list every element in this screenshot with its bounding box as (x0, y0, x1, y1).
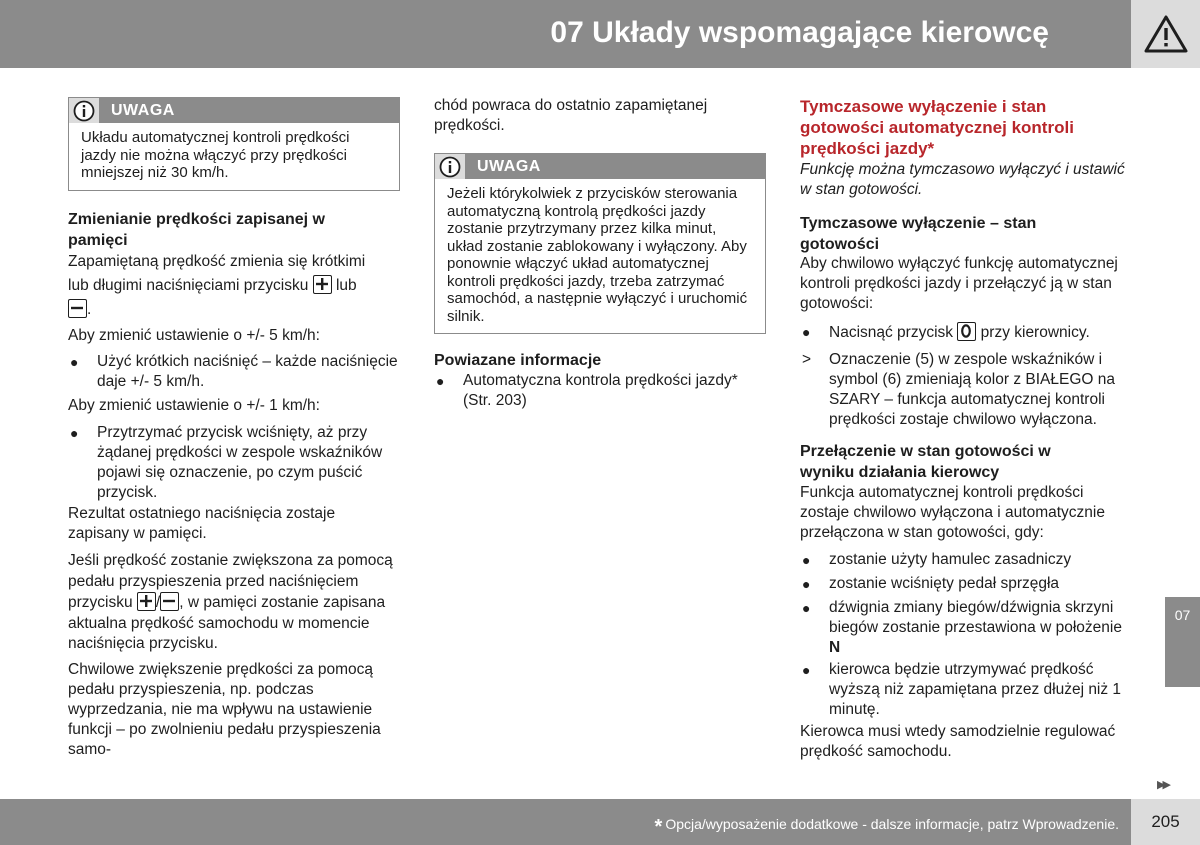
plus-button-symbol (313, 275, 332, 294)
page-number-box (1131, 799, 1200, 845)
section-intro: Funkcję można tymczasowo wyłączyć i ustawić w stan gotowości. (800, 161, 1125, 198)
bullet-dot-icon: ● (802, 600, 811, 616)
related-link-text[interactable]: Automatyczna kontrola prędkości jazdy* (Str. 203) (463, 372, 738, 409)
subsection-heading-driver-action: Przełączenie w stan gotowości w wyniku działania kierowcy (800, 443, 1051, 481)
footnote-text: Opcja/wyposażenie dodatkowe - dalsze informacje, patrz Wprowadzenie. (665, 816, 1119, 832)
paragraph-5kmh: Aby zmienić ustawienie o +/- 5 km/h: (68, 327, 320, 344)
bullet-dot-icon: ● (70, 354, 79, 370)
zero-icon (959, 324, 973, 338)
bullet-dot-icon: ● (802, 552, 811, 568)
paragraph-accelerator (68, 551, 398, 655)
list-item-text: dźwignia zmiany biegów/dźwignia skrzyni biegów zostanie przestawiona w położenie (829, 599, 1122, 636)
minus-icon (70, 301, 84, 315)
paragraph-result: Rezultat ostatniego naciśnięcia zostaje zapisany w pamięci. (68, 505, 336, 542)
warning-triangle-icon (1143, 14, 1189, 54)
footnote-star: * (654, 816, 663, 838)
chapter-header (0, 0, 1131, 68)
paragraph-temporary-increase: Chwilowe zwiększenie prędkości za pomocą pedału przyspieszenia, np. podczas wyprzedzania, nie ma wpływu na ustawienie funkcji – po zwolnieniu pedału przyspieszenia samo- (68, 661, 381, 758)
list-item-text: Nacisnąć przycisk (829, 324, 954, 341)
chapter-tab-label: 07 (1174, 607, 1191, 623)
list-item-text: zostanie użyty hamulec zasadniczy (829, 551, 1072, 568)
bullet-dot-icon: ● (436, 373, 445, 389)
result-text: Oznaczenie (5) w zespole wskaźników i symbol (6) zmieniają kolor z BIAŁEGO na SZARY – funkcja automatycznej kontroli prędkości zostaje chwilowo wyłączona. (829, 351, 1115, 428)
note-label: UWAGA (111, 102, 175, 119)
zero-button-symbol (957, 322, 976, 341)
chapter-side-tab (1165, 597, 1200, 687)
note-icon-box (435, 154, 465, 179)
note-text: Jeżeli którykolwiek z przycisków sterowania automatyczną kontrolą prędkości jazdy zostanie przytrzymany przez kilka minut, układ zostanie zablokowany i wyłączony. Aby ponownie włączyć układ automatycznej kontroli prędkości jazdy, trzeba zatrzymać samochód, a następnie wyłączyć i uruchomić silnik. (447, 185, 748, 325)
bullet-dot-icon: ● (802, 576, 811, 592)
result-arrow: > (802, 351, 812, 368)
info-icon (73, 100, 95, 122)
paragraph-continuation: chód powraca do ostatnio zapamiętanej prędkości. (434, 97, 708, 134)
list-item (800, 598, 1132, 658)
list-item-text: Użyć krótkich naciśnięć – każde naciśnięcie daje +/- 5 km/h. (97, 353, 398, 390)
paragraph-text-or: lub (335, 277, 357, 294)
paragraph-period: . (87, 301, 92, 318)
list-item (68, 423, 401, 503)
chapter-title: 07 Układy wspomagające kierowcę (550, 16, 1049, 49)
list-item (800, 550, 1130, 570)
paragraph-change-speed (68, 250, 388, 322)
page-footer (0, 799, 1131, 845)
paragraph-1kmh: Aby zmienić ustawienie o +/- 1 km/h: (68, 397, 320, 414)
section-title-temporary-off: Tymczasowe wyłączenie i stan gotowości automatycznej kontroli prędkości jazdy* (800, 97, 1074, 158)
subsection-heading-standby: Tymczasowe wyłączenie – stan gotowości (800, 215, 1037, 253)
paragraph-text: , w pamięci zostanie zapisana aktualna prędkość samochodu w momencie naciśnięcia przycisku. (68, 594, 386, 652)
related-link-item[interactable] (434, 371, 764, 411)
paragraph-text: Jeśli prędkość zostanie zwiększona za pomocą pedału przyspieszenia przed naciśnięciem przycisku (68, 552, 393, 611)
plus-icon (315, 277, 329, 291)
paragraph-driver-action: Funkcja automatycznej kontroli prędkości zostaje chwilowo wyłączona i automatycznie przełączona w stan gotowości, gdy: (800, 484, 1105, 541)
result-item (800, 350, 1130, 430)
minus-icon (162, 594, 176, 608)
list-item (800, 574, 1130, 594)
section-heading-change-speed: Zmienianie prędkości zapisanej w pamięci (68, 211, 325, 249)
note-icon-box (69, 98, 99, 123)
note-label: UWAGA (477, 158, 541, 175)
paragraph-standby: Aby chwilowo wyłączyć funkcję automatycznej kontroli prędkości jazdy i przełączyć ją w stan gotowości: (800, 255, 1118, 312)
list-item (68, 352, 401, 392)
plus-button-symbol (137, 592, 156, 611)
bullet-dot-icon: ● (70, 425, 79, 441)
info-icon (439, 156, 461, 178)
gear-position-n: N (829, 639, 841, 656)
list-item-text-end: przy kierownicy. (980, 324, 1090, 341)
footer-note (655, 814, 1119, 837)
plus-icon (139, 594, 153, 608)
bullet-dot-icon: ● (802, 324, 811, 340)
header-warning-box (1131, 0, 1200, 68)
minus-button-symbol (160, 592, 179, 611)
note-header (435, 154, 765, 179)
note-header (69, 98, 399, 123)
paragraph-text: Zapamiętaną prędkość zmienia się krótkimi lub długimi naciśnięciami przycisku (68, 253, 366, 294)
page-number: 205 (1151, 812, 1180, 831)
continue-arrows-icon: ▶▶ (1157, 779, 1168, 791)
paragraph-closing: Kierowca musi wtedy samodzielnie regulować prędkość samochodu. (800, 723, 1116, 760)
bullet-dot-icon: ● (802, 662, 811, 678)
list-item-text: Przytrzymać przycisk wciśnięty, aż przy żądanej prędkości w zespole wskaźników pojawi się oznaczenie, po czym puścić przycisk. (97, 424, 383, 501)
list-item-text: kierowca będzie utrzymywać prędkość wyższą niż zapamiętana przez dłużej niż 1 minutę. (829, 661, 1122, 718)
note-box-speed-limit (68, 97, 400, 191)
note-text: Układu automatycznej kontroli prędkości jazdy nie można włączyć przy prędkości mniejszej niż 30 km/h. (81, 129, 350, 181)
related-info-heading: Powiazane informacje (434, 352, 602, 369)
note-box-button-hold (434, 153, 766, 334)
list-item (800, 322, 1130, 343)
minus-button-symbol (68, 299, 87, 318)
list-item-text: zostanie wciśnięty pedał sprzęgła (829, 575, 1060, 592)
slash: / (155, 594, 161, 611)
list-item (800, 660, 1130, 720)
